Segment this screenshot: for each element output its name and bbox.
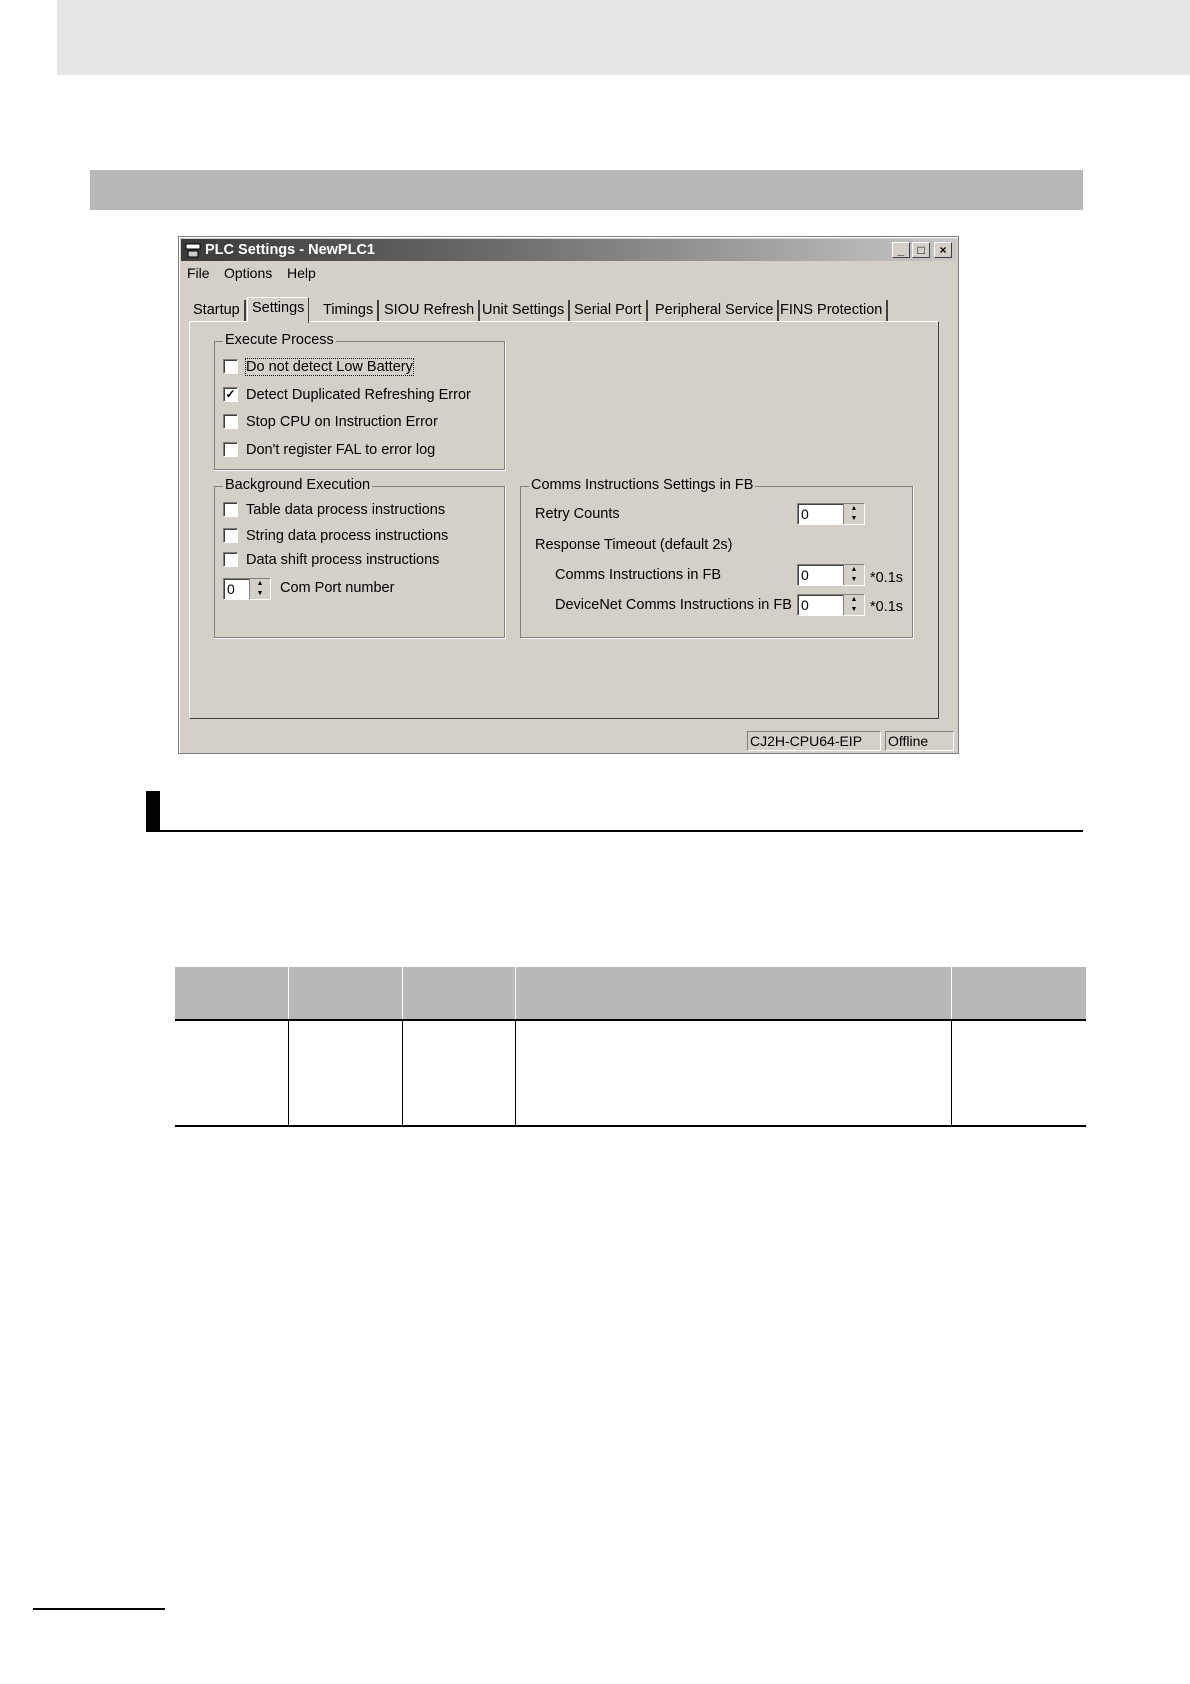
- checkbox-fal-log[interactable]: [223, 442, 238, 457]
- checkbox-data-shift[interactable]: [223, 552, 238, 567]
- spinner-arrows-icon[interactable]: ▲ ▼: [843, 565, 864, 585]
- checkbox-label: String data process instructions: [246, 528, 449, 544]
- header-divider: [288, 967, 289, 1019]
- header-divider: [402, 967, 403, 1019]
- table-row: [175, 1021, 1086, 1127]
- page-header-band: [57, 0, 1190, 75]
- plc-settings-window: [178, 236, 959, 754]
- response-timeout-label: Response Timeout (default 2s): [535, 537, 733, 553]
- checkbox-row-duplicated-refresh[interactable]: [223, 387, 471, 405]
- background-execution-group: [214, 477, 505, 638]
- checkbox-stop-cpu[interactable]: [223, 414, 238, 429]
- comms-instructions-spinner[interactable]: [797, 564, 865, 586]
- tab-fins-protection[interactable]: FINS Protection: [776, 300, 888, 321]
- plc-app-icon: [185, 242, 201, 258]
- devicenet-comms-value: 0: [801, 597, 809, 613]
- close-button[interactable]: ×: [934, 242, 952, 258]
- checkbox-label: Table data process instructions: [246, 502, 446, 518]
- spinner-arrows-icon[interactable]: ▲ ▼: [249, 579, 270, 599]
- status-bar: [179, 731, 956, 751]
- comms-instructions-value: 0: [801, 567, 809, 583]
- checkbox-row-table-data[interactable]: [223, 502, 445, 520]
- menu-file[interactable]: File: [187, 265, 210, 281]
- checkbox-label: Don't register FAL to error log: [246, 442, 436, 458]
- header-divider: [951, 967, 952, 1019]
- background-execution-label: Background Execution: [225, 477, 371, 493]
- maximize-button[interactable]: □: [912, 242, 930, 258]
- retry-counts-label: Retry Counts: [535, 506, 620, 522]
- title-bar: [181, 239, 956, 261]
- settings-tab-panel: [189, 321, 939, 719]
- comms-instructions-label: Comms Instructions in FB: [555, 567, 721, 583]
- checkbox-row-string-data[interactable]: [223, 528, 448, 546]
- cell-divider: [951, 1021, 952, 1125]
- retry-counts-spinner[interactable]: [797, 503, 865, 525]
- comms-fb-label: Comms Instructions Settings in FB: [531, 477, 754, 493]
- window-title: PLC Settings - NewPLC1: [205, 242, 375, 258]
- execute-process-group: [214, 332, 505, 470]
- com-port-spinner[interactable]: [223, 578, 271, 600]
- checkbox-row-stop-cpu[interactable]: [223, 414, 438, 432]
- section-title-band: [90, 170, 1083, 210]
- com-port-value: 0: [227, 581, 235, 597]
- checkbox-label: Stop CPU on Instruction Error: [246, 414, 438, 430]
- menu-help[interactable]: Help: [287, 265, 316, 281]
- table-header-row: [175, 967, 1086, 1021]
- devicenet-comms-spinner[interactable]: [797, 594, 865, 616]
- heading-underline: [146, 830, 1083, 832]
- checkbox-row-data-shift[interactable]: [223, 552, 439, 570]
- checkbox-string-data[interactable]: [223, 528, 238, 543]
- checkbox-label: Detect Duplicated Refreshing Error: [246, 387, 471, 403]
- checkbox-low-battery[interactable]: [223, 359, 238, 374]
- footer-rule: [33, 1608, 165, 1610]
- cell-divider: [515, 1021, 516, 1125]
- cell-divider: [402, 1021, 403, 1125]
- heading-marker: [146, 791, 160, 832]
- retry-counts-value: 0: [801, 506, 809, 522]
- checkbox-duplicated-refresh[interactable]: ✓: [223, 387, 238, 402]
- execute-process-label: Execute Process: [225, 332, 334, 348]
- status-model: CJ2H-CPU64-EIP: [747, 731, 881, 751]
- devicenet-unit: *0.1s: [870, 599, 904, 615]
- tab-startup[interactable]: Startup: [189, 300, 246, 321]
- tab-peripheral-service[interactable]: Peripheral Service: [651, 300, 779, 321]
- checkbox-table-data[interactable]: [223, 502, 238, 517]
- checkbox-label: Do not detect Low Battery: [246, 359, 413, 375]
- status-mode: Offline: [885, 731, 954, 751]
- tab-siou-refresh[interactable]: SIOU Refresh: [380, 300, 480, 321]
- comms-fb-group: [520, 477, 913, 638]
- minimize-button[interactable]: _: [892, 242, 910, 258]
- tab-unit-settings[interactable]: Unit Settings: [478, 300, 570, 321]
- menu-options[interactable]: Options: [224, 265, 273, 281]
- header-divider: [515, 967, 516, 1019]
- cell-divider: [288, 1021, 289, 1125]
- tab-row: [189, 297, 949, 321]
- comms-unit: *0.1s: [870, 570, 904, 586]
- tab-serial-port[interactable]: Serial Port: [570, 300, 648, 321]
- spinner-arrows-icon[interactable]: ▲ ▼: [843, 595, 864, 615]
- checkbox-row-low-battery[interactable]: [223, 359, 413, 377]
- com-port-label: Com Port number: [280, 580, 395, 596]
- devicenet-comms-label: DeviceNet Comms Instructions in FB: [555, 597, 792, 613]
- checkbox-row-fal-log[interactable]: [223, 442, 435, 460]
- checkbox-label: Data shift process instructions: [246, 552, 440, 568]
- spinner-arrows-icon[interactable]: ▲ ▼: [843, 504, 864, 524]
- tab-settings[interactable]: Settings: [247, 297, 309, 323]
- tab-timings[interactable]: Timings: [319, 300, 379, 321]
